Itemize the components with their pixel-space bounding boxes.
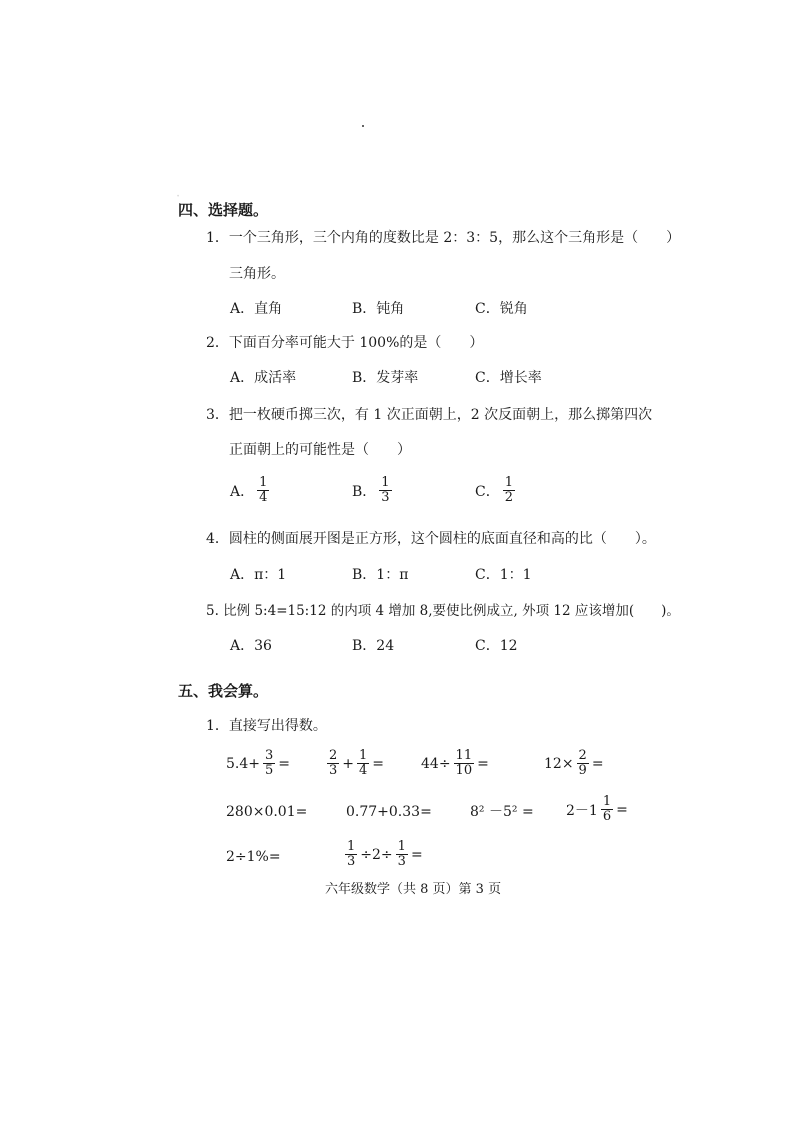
expr-2: [326, 749, 384, 778]
bleed-through-text: ·: [176, 189, 181, 204]
denominator: 6: [602, 809, 612, 824]
q3-stem: 3．把一枚硬币掷三次，有 1 次正面朝上，2 次反面朝上，那么掷第四次: [206, 407, 653, 423]
denominator: 4: [359, 763, 368, 778]
q1-stem-cont: 三角形。: [229, 266, 285, 282]
operator: ÷2÷: [360, 846, 393, 863]
equals-sign: =: [616, 801, 628, 818]
denominator: 3: [329, 763, 338, 778]
fraction: [503, 476, 515, 505]
expr-5: 280×0.01=: [226, 804, 308, 820]
denominator: 3: [397, 854, 406, 869]
expr-3: [421, 749, 489, 778]
denominator: 3: [381, 490, 390, 505]
fraction: [327, 749, 339, 778]
option-prefix: A．: [230, 483, 255, 500]
expr-prefix: 2－1: [566, 802, 598, 819]
numerator: 1: [381, 475, 390, 490]
q4-stem: 4．圆柱的侧面展开图是正方形，这个圆柱的底面直径和高的比（ ）。: [206, 531, 656, 547]
equals-sign: =: [477, 755, 489, 772]
denominator: 3: [347, 854, 356, 869]
q3-option-c: [475, 476, 516, 505]
expr-9: 2÷1%=: [226, 849, 281, 865]
q4-option-b: B．1：π: [352, 567, 409, 583]
option-prefix: C．: [475, 483, 500, 500]
equals-sign: =: [591, 755, 604, 772]
fraction: [454, 749, 475, 778]
numerator: 1: [602, 794, 612, 809]
q2-option-b: B．发芽率: [352, 370, 419, 386]
numerator: 1: [347, 839, 356, 854]
q5-stem: 5. 比例 5:4=15:12 的内项 4 增加 8,要使比例成立, 外项 12 应该增加( )。: [206, 603, 680, 619]
equals-sign: =: [372, 755, 385, 772]
numerator: 2: [329, 748, 338, 763]
numerator: 1: [259, 475, 268, 490]
fraction: [345, 840, 357, 869]
expr-10: [344, 840, 423, 869]
q3-stem-cont: 正面朝上的可能性是（ ）: [229, 442, 411, 458]
expr-4: [544, 749, 604, 778]
numerator: 11: [455, 748, 473, 763]
section-heading-calc: 五、我会算。: [178, 682, 269, 700]
fraction: [379, 476, 391, 505]
q1-option-c: C．锐角: [475, 301, 528, 317]
q2-option-c: C．增长率: [475, 370, 542, 386]
q3-option-a: [230, 476, 270, 505]
section-heading-choice: 四、选择题。: [178, 201, 269, 219]
q4-option-c: C．1：1: [475, 567, 532, 583]
numerator: 2: [578, 748, 587, 763]
numerator: 1: [397, 839, 406, 854]
expr-prefix: 5.4+: [226, 755, 260, 772]
q5-option-a: A．36: [230, 638, 272, 654]
q1-option-b: B．钝角: [352, 301, 405, 317]
fraction: [601, 795, 613, 824]
operator: +: [342, 755, 355, 772]
expr-prefix: 44÷: [421, 755, 451, 772]
equals-sign: =: [278, 755, 291, 772]
equals-sign: =: [410, 846, 423, 863]
q5-option-c: C．12: [475, 638, 518, 654]
q5-option-b: B．24: [352, 638, 395, 654]
expr-1: [226, 749, 290, 778]
stray-dot: [362, 125, 364, 127]
q3-option-b: [352, 476, 393, 505]
fraction: [396, 840, 408, 869]
q2-stem: 2．下面百分率可能大于 100%的是（ ）: [206, 335, 484, 351]
denominator: 4: [259, 490, 268, 505]
denominator: 2: [504, 490, 513, 505]
q4-option-a: A．π：1: [230, 567, 287, 583]
denominator: 5: [265, 763, 274, 778]
expr-prefix: 12×: [544, 755, 574, 772]
expr-7: 8² －5² =: [470, 804, 534, 820]
q1-option-a: A．直角: [230, 301, 283, 317]
fraction: [357, 749, 369, 778]
page-footer: 六年级数学（共 8 页）第 3 页: [325, 882, 502, 897]
denominator: 9: [578, 763, 587, 778]
expr-6: 0.77+0.33=: [346, 804, 432, 820]
numerator: 1: [504, 475, 513, 490]
q1-stem: 1．一个三角形，三个内角的度数比是 2：3：5，那么这个三角形是（ ）: [206, 230, 681, 246]
fraction: [257, 476, 269, 505]
option-prefix: B．: [352, 483, 377, 500]
fraction: [577, 749, 589, 778]
denominator: 10: [455, 763, 473, 778]
q2-option-a: A．成活率: [230, 370, 297, 386]
fraction: [263, 749, 275, 778]
numerator: 3: [265, 748, 274, 763]
numerator: 1: [359, 748, 368, 763]
calc-subheading: 1．直接写出得数。: [206, 718, 327, 734]
expr-8: [566, 795, 628, 824]
